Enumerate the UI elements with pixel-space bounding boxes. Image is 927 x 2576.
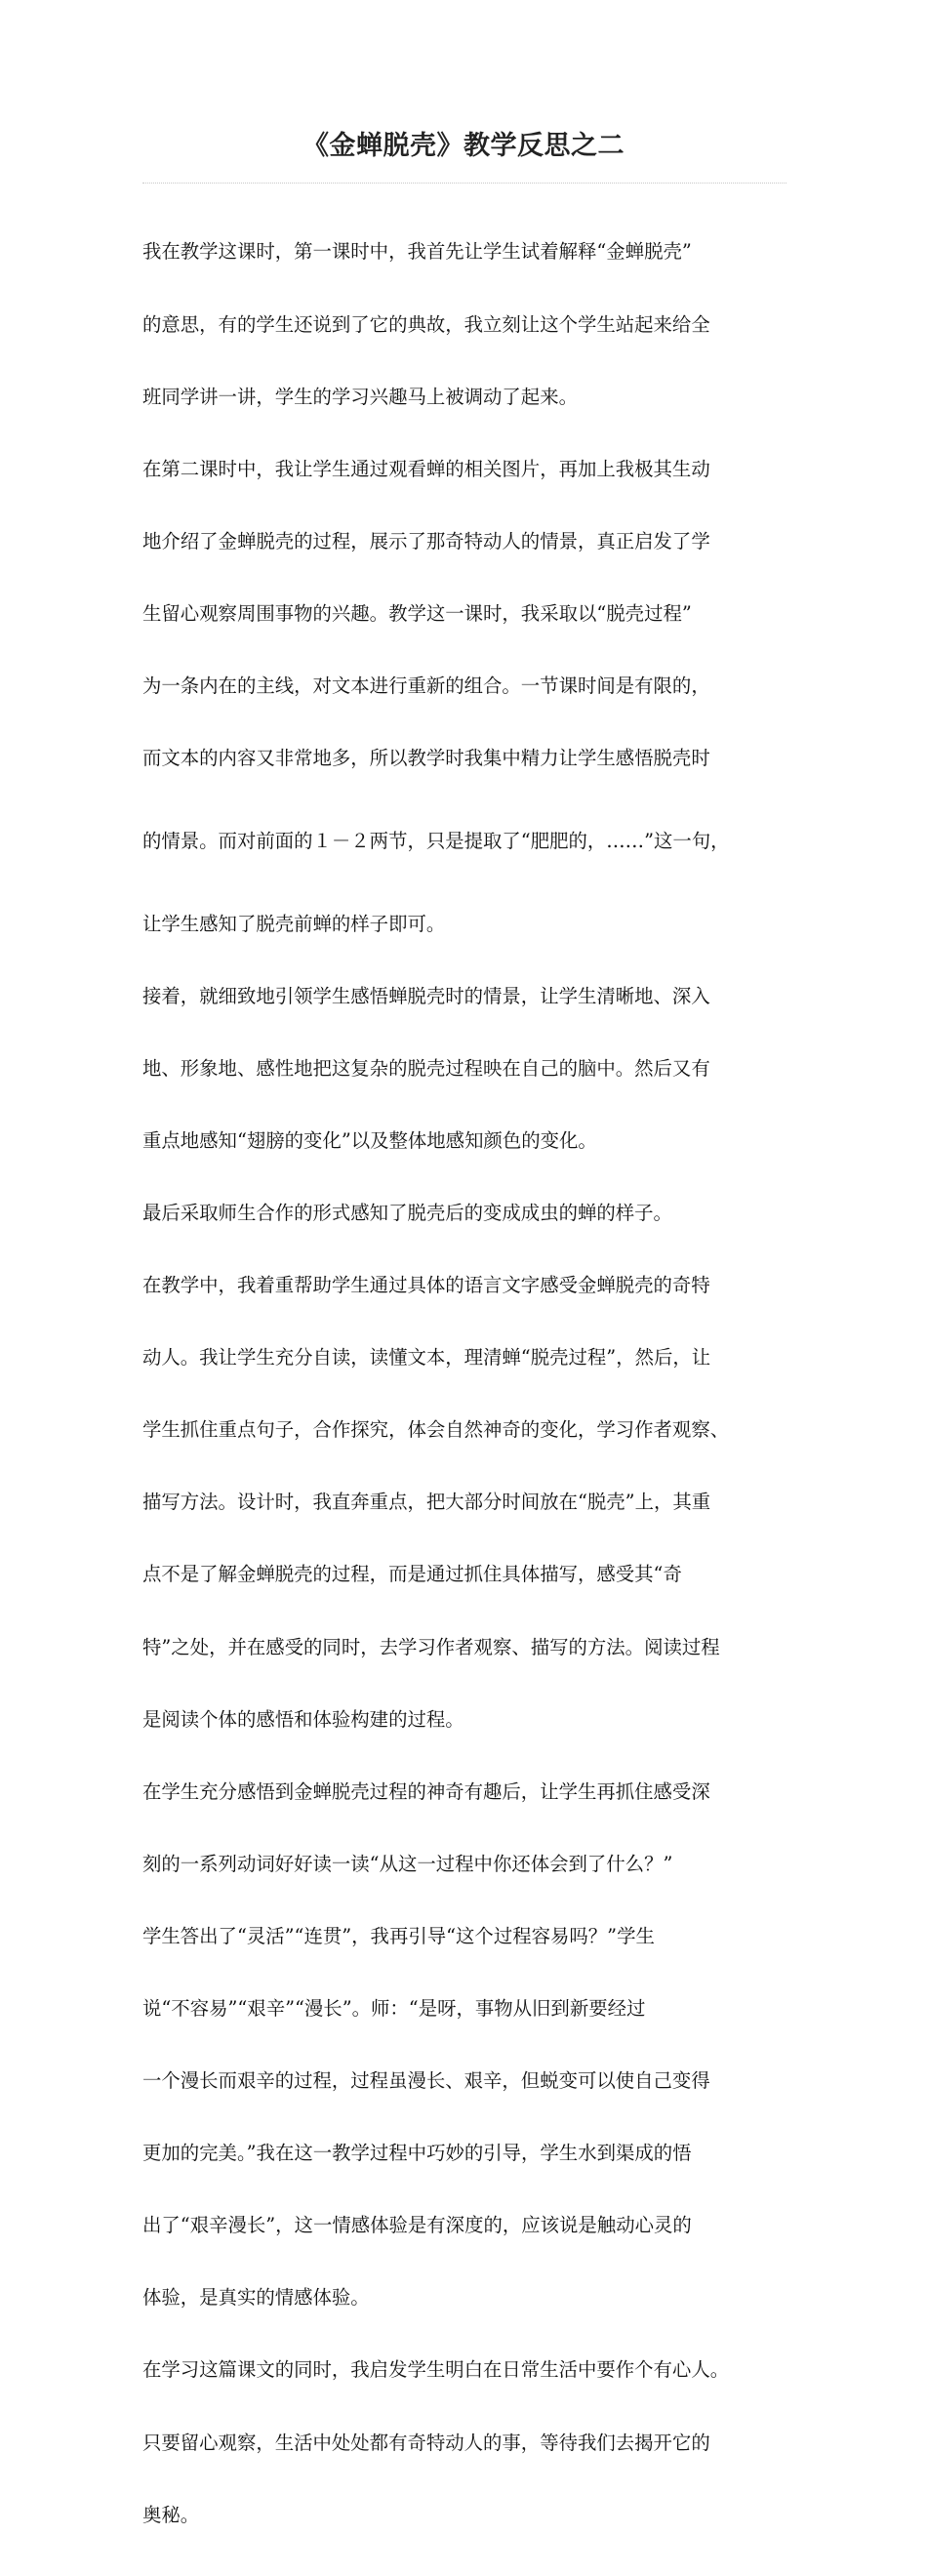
text-line: 出了“艰辛漫长”，这一情感体验是有深度的，应该说是触动心灵的: [142, 2214, 692, 2237]
text-line: 在学生充分感悟到金蝉脱壳过程的神奇有趣后，让学生再抓住感受深: [142, 1779, 710, 1803]
text-line: 重点地感知“翅膀的变化”以及整体地感知颜色的变化。: [142, 1128, 597, 1152]
text-line: 更加的完美。”我在这一教学过程中巧妙的引导，学生水到渠成的悟: [142, 2142, 692, 2165]
text-line: 而文本的内容又非常地多，所以教学时我集中精力让学生感悟脱壳时: [142, 747, 710, 770]
text-line: 在教学中，我着重帮助学生通过具体的语言文字感受金蝉脱壳的奇特: [142, 1274, 710, 1297]
text-line: 刻的一系列动词好好读一读“从这一过程中你还体会到了什么？”: [142, 1852, 673, 1875]
text-line: 体验，是真实的情感体验。: [142, 2286, 370, 2310]
text-line: 在学习这篇课文的同时，我启发学生明白在日常生活中要作个有心人。: [142, 2358, 730, 2382]
text-line: 只要留心观察，生活中处处都有奇特动人的事，等待我们去揭开它的: [142, 2431, 710, 2454]
text-line: 说“不容易”“艰辛”“漫长”。师：“是呀，事物从旧到新要经过: [142, 1996, 646, 2020]
text-line: 班同学讲一讲，学生的学习兴趣马上被调动了起来。: [142, 385, 578, 408]
document-title: 《金蝉脱壳》教学反思之二: [302, 131, 625, 161]
text-line: 的意思，有的学生还说到了它的典故，我立刻让这个学生站起来给全: [142, 312, 710, 336]
text-line: 生留心观察周围事物的兴趣。教学这一课时，我采取以“脱壳过程”: [142, 601, 692, 625]
text-line: 特”之处，并在感受的同时，去学习作者观察、描写的方法。阅读过程: [142, 1635, 720, 1658]
text-line: 为一条内在的主线，对文本进行重新的组合。一节课时间是有限的，: [142, 674, 710, 697]
text-line: 学生抓住重点句子，合作探究，体会自然神奇的变化，学习作者观察、: [142, 1418, 730, 1442]
text-line: 在第二课时中，我让学生通过观看蝉的相关图片，再加上我极其生动: [142, 457, 710, 480]
text-line: 一个漫长而艰辛的过程，过程虽漫长、艰辛，但蜕变可以使自己变得: [142, 2069, 710, 2093]
text-line: 学生答出了“灵活”“连贯”，我再引导“这个过程容易吗？”学生: [142, 1924, 655, 1947]
text-line: 点不是了解金蝉脱壳的过程，而是通过抓住具体描写，感受其“奇: [142, 1563, 682, 1586]
document-body: [142, 192, 845, 2576]
text-line: 接着，就细致地引领学生感悟蝉脱壳时的情景，让学生清晰地、深入: [142, 984, 710, 1007]
text-line: 奥秘。: [142, 2503, 200, 2526]
text-line: 最后采取师生合作的形式感知了脱壳后的变成成虫的蝉的样子。: [142, 1201, 672, 1224]
title-divider: [142, 183, 786, 184]
text-line: 让学生感知了脱壳前蝉的样子即可。: [142, 912, 446, 935]
text-line: 地、形象地、感性地把这复杂的脱壳过程映在自己的脑中。然后又有: [142, 1056, 710, 1080]
text-line: 描写方法。设计时，我直奔重点，把大部分时间放在“脱壳”上，其重: [142, 1491, 711, 1514]
text-line: 是阅读个体的感悟和体验构建的过程。: [142, 1707, 464, 1731]
text-line: 动人。我让学生充分自读，读懂文本，理清蝉“脱壳过程”，然后，让: [142, 1346, 711, 1370]
text-line: 我在教学这课时，第一课时中，我首先让学生试着解释“金蝉脱壳”: [142, 240, 692, 264]
text-line: 地介绍了金蝉脱壳的过程，展示了那奇特动人的情景，真正启发了学: [142, 529, 710, 552]
text-line: 的情景。而对前面的１－２两节，只是提取了“肥肥的，……”这一句，: [142, 830, 730, 853]
